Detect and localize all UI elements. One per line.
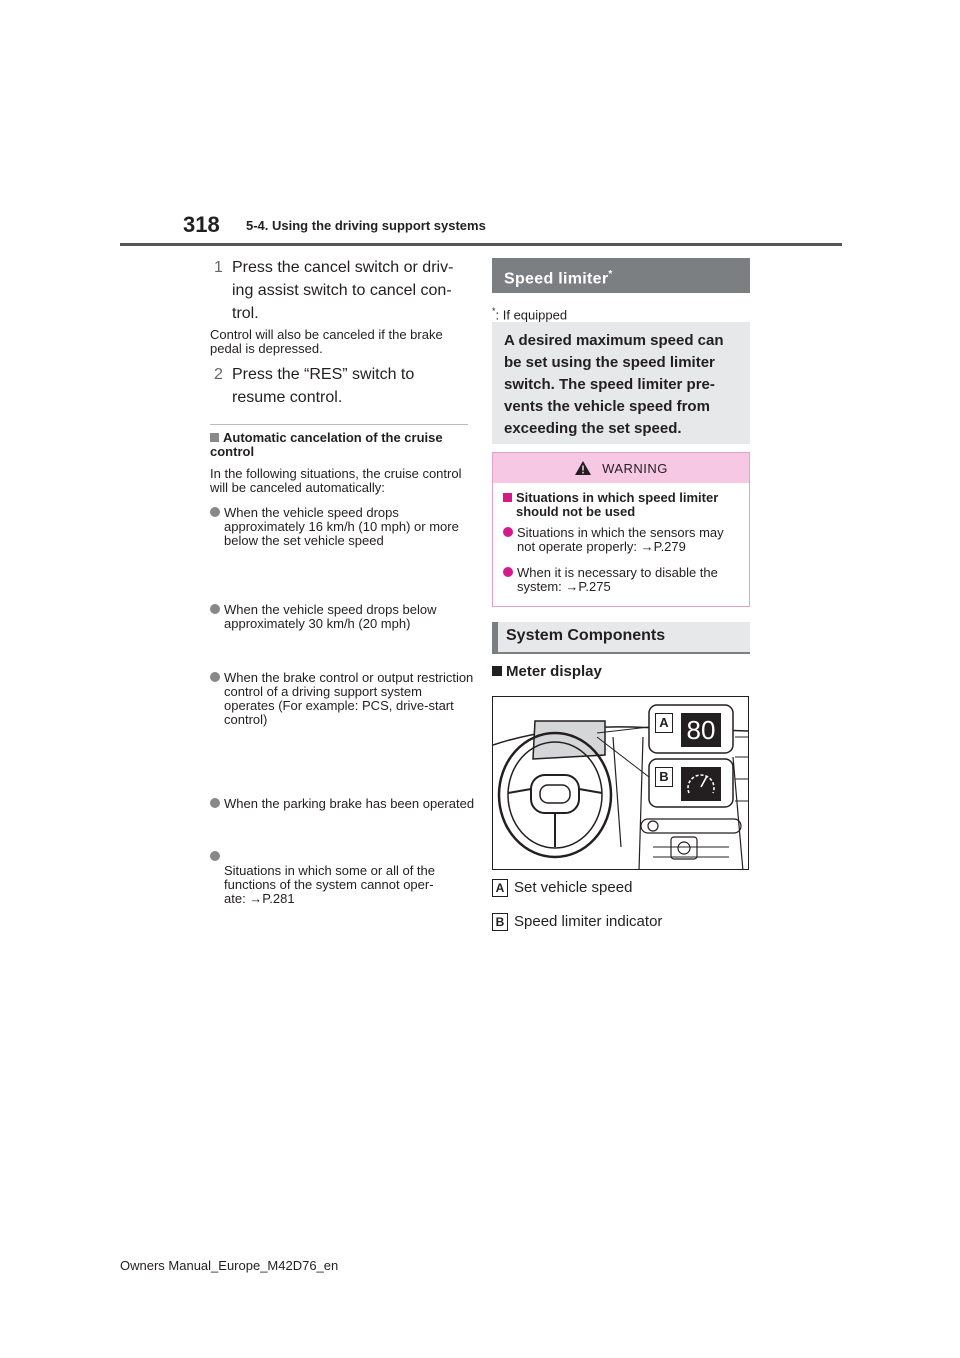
speed-limiter-heading: Speed limiter* xyxy=(492,258,750,293)
bullet-icon xyxy=(210,672,220,682)
list-item: When the vehicle speed drops below approximately 30 km/h (20 mph) xyxy=(210,603,476,631)
step-2-number: 2 xyxy=(214,366,223,383)
step-2 xyxy=(214,363,467,409)
system-components-heading: System Components xyxy=(492,622,750,654)
callout-label-a: A xyxy=(655,713,673,733)
step-1-number: 1 xyxy=(214,259,223,276)
section-title: 5-4. Using the driving support systems xyxy=(246,218,486,233)
bullet-icon xyxy=(210,604,220,614)
bullet-icon xyxy=(503,567,513,577)
list-item: When the brake control or output restriction control of a driving support system operates (For example: PCS, drive-start control) xyxy=(210,671,476,727)
note-intro: In the following situations, the cruise control will be canceled automatically: xyxy=(210,466,462,495)
warning-box xyxy=(492,452,750,607)
meter-figure xyxy=(492,696,749,870)
bullet-icon xyxy=(210,798,220,808)
note-title: Automatic cancelation of the cruise control xyxy=(210,430,443,459)
intro-box: A desired maximum speed can be set using the speed limiter switch. The speed limiter pre- vents the vehicle speed from exceeding the set speed. xyxy=(492,322,750,444)
warning-icon xyxy=(574,460,592,476)
set-speed-readout: 80 xyxy=(686,715,716,745)
meter-display-heading: Meter display xyxy=(492,663,602,680)
square-bullet-icon xyxy=(503,493,512,502)
footer-text: Owners Manual_Europe_M42D76_en xyxy=(120,1258,339,1273)
step-2-text: Press the “RES” switch to resume control. xyxy=(232,366,415,406)
warning-item: Situations in which the sensors may not operate properly: →P.279 xyxy=(503,526,739,554)
step-1 xyxy=(214,256,467,325)
list-item: When the vehicle speed drops approximately 16 km/h (10 mph) or more below the set vehicle speed xyxy=(210,506,476,548)
warning-heading: Situations in which speed limiter should not be used xyxy=(503,491,739,519)
step-1-note: Control will also be canceled if the brake pedal is depressed. xyxy=(210,327,443,356)
page-number: 318 xyxy=(183,212,220,237)
bullet-icon xyxy=(210,507,220,517)
note-rule xyxy=(210,424,468,425)
warning-item: When it is necessary to disable the system: →P.275 xyxy=(503,566,739,594)
list-item: Situations in which some or all of the functions of the system cannot oper- ate: →P.281 xyxy=(210,850,476,906)
legend-key-a: A xyxy=(492,879,508,897)
warning-header xyxy=(493,453,749,483)
square-bullet-icon xyxy=(210,433,219,442)
legend-item-a: A Set vehicle speed xyxy=(492,879,632,897)
callout-label-b: B xyxy=(655,767,673,787)
footnote: *: If equipped xyxy=(492,306,568,323)
warning-title: WARNING xyxy=(602,460,668,476)
bullet-icon xyxy=(503,527,513,537)
square-bullet-icon xyxy=(492,666,502,676)
legend-item-b: B Speed limiter indicator xyxy=(492,913,662,931)
bullet-icon xyxy=(210,851,220,861)
legend-key-b: B xyxy=(492,913,508,931)
step-1-text: Press the cancel switch or driv- ing assist switch to cancel con- trol. xyxy=(232,259,454,322)
header-rule xyxy=(120,243,842,246)
list-item: When the parking brake has been operated xyxy=(210,797,476,811)
